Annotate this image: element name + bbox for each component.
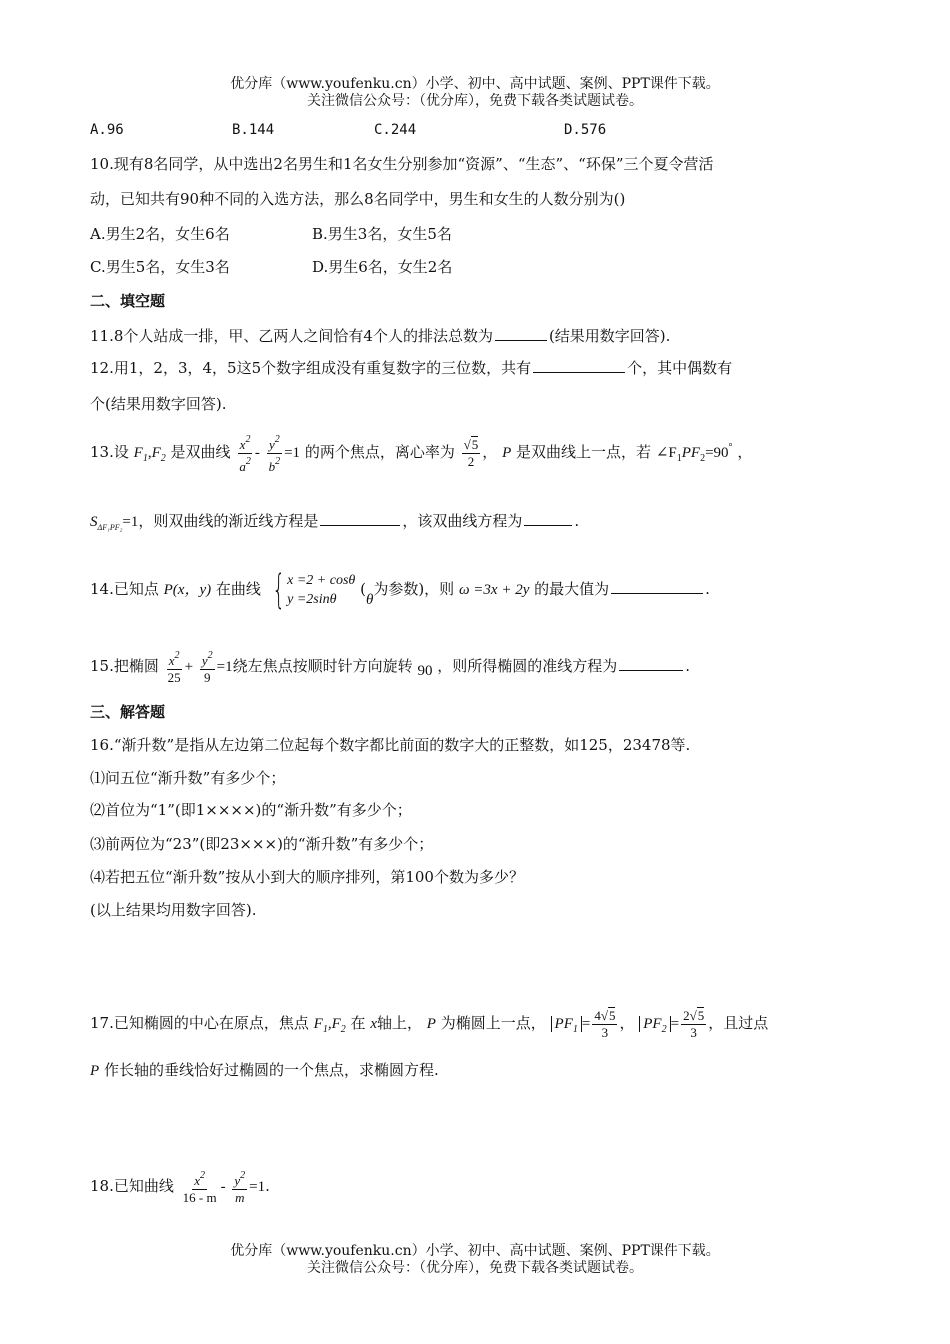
q14-parametric-system bbox=[287, 571, 355, 609]
q12-line-2: 个(结果用数字回答). bbox=[90, 395, 227, 413]
q16-note: (以上结果均用数字回答). bbox=[90, 901, 257, 919]
q13-text-equation: ，该双曲线方程为 bbox=[402, 512, 523, 530]
q17-text-line2: 作长轴的垂线恰好过椭圆的一个焦点，求椭圆方程. bbox=[103, 1061, 439, 1079]
q17-pf1-value: $\frac{4√5}{3}$ bbox=[594, 1007, 616, 1040]
q15-period: . bbox=[685, 657, 691, 675]
q12-answer-blank[interactable] bbox=[533, 357, 625, 373]
section-title-fill-blank: 二、填空题 bbox=[90, 292, 166, 310]
q17-pf2-equals: = bbox=[670, 1016, 680, 1032]
q9-options bbox=[90, 120, 606, 140]
q9-option-b: B.144 bbox=[232, 122, 275, 138]
q18-minus: - bbox=[220, 1179, 226, 1195]
section-title-solve: 三、解答题 bbox=[90, 703, 166, 721]
q12-text-a: 12.用1，2，3，4，5这5个数字组成没有重复数字的三位数，共有 bbox=[90, 359, 532, 377]
q18-y-fraction: $\frac{y^2}{m}$ bbox=[234, 1170, 246, 1205]
q18-x-fraction: $\frac{x^2}{16 - m}$ bbox=[182, 1170, 217, 1205]
q14-text-mid3: 的最大值为 bbox=[534, 580, 610, 598]
q18-period: . bbox=[265, 1177, 270, 1195]
q13-equals-one: =1 bbox=[284, 445, 301, 461]
q14-text-mid1: 在曲线 bbox=[215, 580, 261, 598]
q10-options-row-2 bbox=[90, 257, 452, 277]
q13-asymptote-blank[interactable] bbox=[320, 510, 400, 526]
q17-text-axis: 轴上， bbox=[376, 1014, 422, 1032]
q14-theta: θ bbox=[365, 592, 374, 608]
q15-plus: + bbox=[184, 659, 194, 675]
q13-hyperbola-x-fraction: $\frac{x^2}{a^2}$ bbox=[239, 433, 251, 474]
q15-ellipse-y-fraction: $\frac{y^2}{9}$ bbox=[201, 650, 213, 685]
q17-line-2 bbox=[90, 1060, 439, 1081]
q14-equation-y: y =2sinθ bbox=[287, 592, 337, 607]
q14-answer-blank[interactable] bbox=[611, 578, 703, 594]
q16-item-3: ⑶前两位为“23”(即23×××)的“渐升数”有多少个； bbox=[90, 835, 434, 853]
q13-comma: ， bbox=[482, 443, 498, 461]
q10-option-a: A.男生2名，女生6名 bbox=[90, 225, 230, 243]
q13-eccentricity: $\frac{√5}{2}$ bbox=[463, 436, 479, 469]
footer-line-2: 关注微信公众号：（优分库），免费下载各类试题试卷。 bbox=[307, 1260, 643, 1276]
q17-pf2: $PF_2$ bbox=[639, 1016, 670, 1032]
q17-x-axis: x bbox=[370, 1016, 377, 1032]
q13-point-p: P bbox=[502, 445, 512, 461]
page-footer bbox=[0, 1243, 950, 1277]
q13-hyperbola-y-fraction: $\frac{y^2}{b^2}$ bbox=[268, 433, 281, 474]
q13-angle: $\angle F_1PF_2=90^\circ$ bbox=[655, 442, 733, 464]
q13-prefix: 13.设 bbox=[90, 443, 129, 461]
q17-text-mid3: 为椭圆上一点， bbox=[440, 1014, 546, 1032]
q9-option-d: D.576 bbox=[564, 122, 607, 138]
q10-option-b: B.男生3名，女生5名 bbox=[312, 225, 452, 243]
q18-prefix: 18.已知曲线 bbox=[90, 1177, 174, 1195]
q18-equals-one: =1 bbox=[249, 1179, 266, 1195]
q12-line-1 bbox=[90, 357, 732, 378]
q15-prefix: 15.把椭圆 bbox=[90, 657, 159, 675]
q12-text-b: 个，其中偶数有 bbox=[627, 359, 733, 377]
q13-text-mid1: 是双曲线 bbox=[170, 443, 231, 461]
q14-prefix: 14.已知点 bbox=[90, 580, 159, 598]
q15 bbox=[90, 646, 690, 691]
q14-period: . bbox=[705, 580, 710, 598]
q14-omega-expression: ω =3x + 2y bbox=[458, 582, 530, 598]
q13-focus-f2: $F_2$ bbox=[151, 445, 166, 464]
header-line-2: 关注微信公众号：（优分库），免费下载各类试题试卷。 bbox=[307, 93, 643, 109]
q15-ellipse-x-fraction: $\frac{x^2}{25}$ bbox=[167, 650, 181, 685]
page-header bbox=[0, 76, 950, 110]
q17-text-in: 在 bbox=[350, 1014, 366, 1032]
q13-focus-f1: $F_1$ bbox=[133, 445, 148, 464]
q17-prefix: 17.已知椭圆的中心在原点，焦点 bbox=[90, 1014, 309, 1032]
q16-item-1: ⑴问五位“渐升数”有多少个； bbox=[90, 769, 286, 787]
q13-equation-blank[interactable] bbox=[524, 510, 572, 526]
q10-option-d: D.男生6名，女生2名 bbox=[312, 258, 453, 276]
q9-option-c: C.244 bbox=[374, 122, 417, 138]
q10-line-1: 10.现有8名同学，从中选出2名男生和1名女生分别参加“资源”、“生态”、“环保”三个夏令营活 bbox=[90, 155, 714, 173]
q15-answer-blank[interactable] bbox=[619, 655, 683, 671]
q15-text-mid2: ，则所得椭圆的准线方程为 bbox=[437, 657, 618, 675]
q13-line-2 bbox=[90, 510, 579, 538]
q15-text-mid: 绕左焦点按顺时针方向旋转 bbox=[232, 657, 413, 675]
q13-period: . bbox=[574, 512, 580, 530]
q14-brace: { bbox=[272, 567, 285, 613]
q14-point: P(x，y) bbox=[163, 582, 212, 598]
q10-line-2: 动，已知共有90种不同的入选方法，那么8名同学中，男生和女生的人数分别为() bbox=[90, 190, 626, 208]
q11-text-b: (结果用数字回答). bbox=[548, 327, 671, 345]
footer-line-1: 优分库（www.youfenku.cn）小学、初中、高中试题、案例、PPT课件下载。 bbox=[230, 1243, 720, 1259]
q16-item-2: ⑵首位为“1”(即1××××)的“渐升数”有多少个； bbox=[90, 801, 412, 819]
q18 bbox=[90, 1166, 270, 1207]
q11 bbox=[90, 325, 670, 346]
q17-line-1 bbox=[90, 1004, 768, 1049]
q11-answer-blank[interactable] bbox=[495, 325, 547, 341]
q17-pf1: $PF_1$ bbox=[551, 1016, 582, 1032]
q17-point-p-2: P bbox=[90, 1063, 100, 1079]
q17-comma: ， bbox=[619, 1014, 635, 1032]
q13-text-mid4: 是双曲线上一点，若 bbox=[516, 443, 652, 461]
q16-item-4: ⑷若把五位“渐升数”按从小到大的顺序排列，第100个数为多少？ bbox=[90, 868, 524, 886]
q9-option-a: A.96 bbox=[90, 122, 124, 138]
q17-text-mid4: ，且过点 bbox=[708, 1014, 769, 1032]
q17-foci: $F_1,F_2$ bbox=[313, 1016, 346, 1035]
q13-minus: - bbox=[254, 445, 260, 461]
header-line-1: 优分库（www.youfenku.cn）小学、初中、高中试题、案例、PPT课件下载。 bbox=[230, 76, 720, 92]
q15-equals-one: =1 bbox=[216, 659, 233, 675]
q14-paren: ( bbox=[360, 580, 366, 598]
q11-text-a: 11.8个人站成一排，甲、乙两人之间恰有4个人的排法总数为 bbox=[90, 327, 493, 345]
q16-line-1: 16.“渐升数”是指从左边第二位起每个数字都比前面的数字大的正整数，如125，23478等. bbox=[90, 736, 691, 754]
q17-point-p: P bbox=[426, 1016, 436, 1032]
q13-area-equals: =1 bbox=[122, 514, 139, 530]
q14 bbox=[90, 566, 710, 623]
q13-text-mid2: 的两个焦点，离心率为 bbox=[304, 443, 455, 461]
q14-equation-x: x =2 + cosθ bbox=[287, 573, 356, 588]
q10-option-c: C.男生5名，女生3名 bbox=[90, 258, 230, 276]
q15-angle: 90 bbox=[417, 663, 433, 679]
q17-pf1-equals: = bbox=[581, 1016, 591, 1032]
q14-text-mid2: 为参数)，则 bbox=[373, 580, 455, 598]
q17-pf2-value: $\frac{2√5}{3}$ bbox=[683, 1007, 705, 1040]
q10-options-row-1 bbox=[90, 224, 452, 244]
q13-end-comma: ， bbox=[737, 443, 753, 461]
q13-text-asymptote: ，则双曲线的渐近线方程是 bbox=[138, 512, 319, 530]
q13-line-1: 13.设 $F_1,F_2$ 是双曲线 $\frac{x^2}{a^2}$ - $\frac{y^2}{b^2}$ =1 的两个焦点，离心率为 $\frac{√5}{2}$ ， P 是双曲线上一点，若 $\angle F_1PF_2=90^\circ$ ， bbox=[90, 433, 753, 474]
q13-area: $S_{\Delta F_1PF_2}$ bbox=[90, 514, 123, 532]
